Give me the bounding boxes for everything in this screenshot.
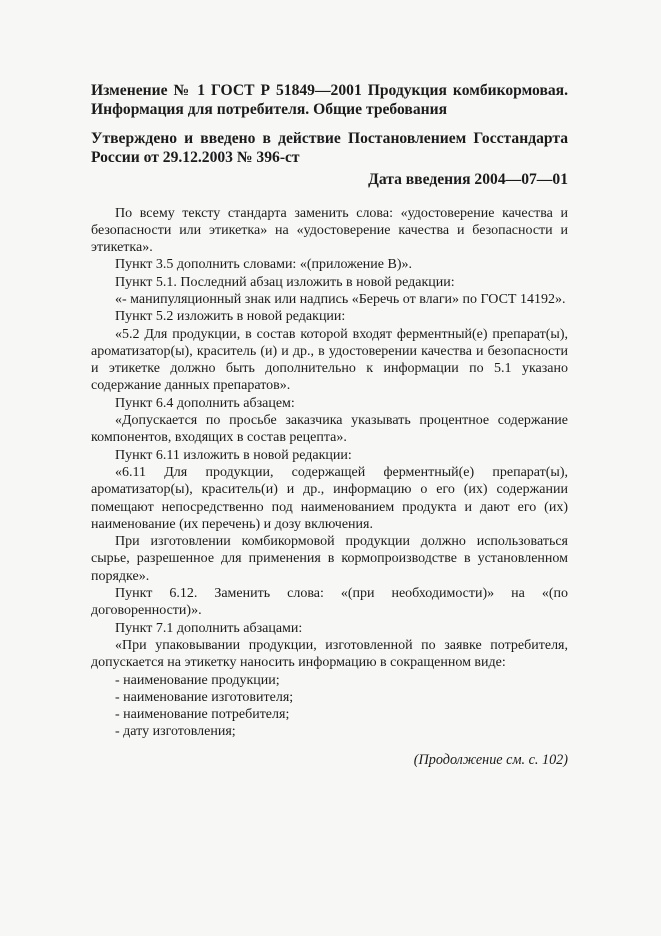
paragraph: «При упаковывании продукции, изготовленной по заявке потребителя, допускается на этикетку наносить информацию в сокращенном виде: [91,637,568,671]
paragraph: «- манипуляционный знак или надпись «Беречь от влаги» по ГОСТ 14192». [115,291,566,307]
document-page [91,82,568,769]
document-body [91,205,568,741]
paragraph: Пункт 7.1 дополнить абзацами: [115,620,303,636]
paragraph: Пункт 3.5 дополнить словами: «(приложение В)». [115,257,413,273]
list-item: - наименование изготовителя; [115,689,294,705]
paragraph: Пункт 6.4 дополнить абзацем: [115,395,295,411]
paragraph: «5.2 Для продукции, в состав которой входят ферментный(е) препарат(ы), ароматизатор(ы), краситель (и) и др., в удостоверении качества и безопасности и этикетке должно быть дополнительно к информации по 5.1 указано содержание данных препаратов». [91,326,568,394]
list-item: - наименование продукции; [115,672,280,688]
paragraph: Пункт 5.2 изложить в новой редакции: [115,309,346,325]
approval-statement: Утверждено и введено в действие Постановлением Госстандарта России от 29.12.2003 № 396-ст [91,130,568,166]
paragraph: Пункт 6.11 изложить в новой редакции: [115,447,352,463]
paragraph: При изготовлении комбикормовой продукции должно использоваться сырье, разрешенное для применения в кормопроизводстве в установленном порядке». [91,534,568,584]
paragraph: Пункт 6.12. Заменить слова: «(при необходимости)» на «(по договоренности)». [91,586,568,619]
introduction-date: Дата введения 2004—07—01 [368,171,568,188]
continuation-note: (Продолжение см. с. 102) [413,751,568,768]
list-item: - дату изготовления; [115,724,236,740]
paragraph: По всему тексту стандарта заменить слова: «удостоверение качества и безопасности или этикетка» на «удостоверение качества и безопасности и этикетка». [91,205,568,256]
document-title: Изменение № 1 ГОСТ Р 51849—2001 Продукция комбикормовая. Информация для потребителя. Общие требования [91,82,568,118]
list-item: - наименование потребителя; [115,707,290,723]
paragraph: «Допускается по просьбе заказчика указывать процентное содержание компонентов, входящих в состав рецепта». [91,413,568,446]
paragraph: Пункт 5.1. Последний абзац изложить в новой редакции: [115,274,455,290]
paragraph: «6.11 Для продукции, содержащей ферментный(е) препарат(ы), ароматизатор(ы), краситель(и) и др., информацию о его (их) содержании помещают непосредственно под наименованием продукта и дают его (их) наименование (их перечень) и дозу включения. [91,464,568,532]
